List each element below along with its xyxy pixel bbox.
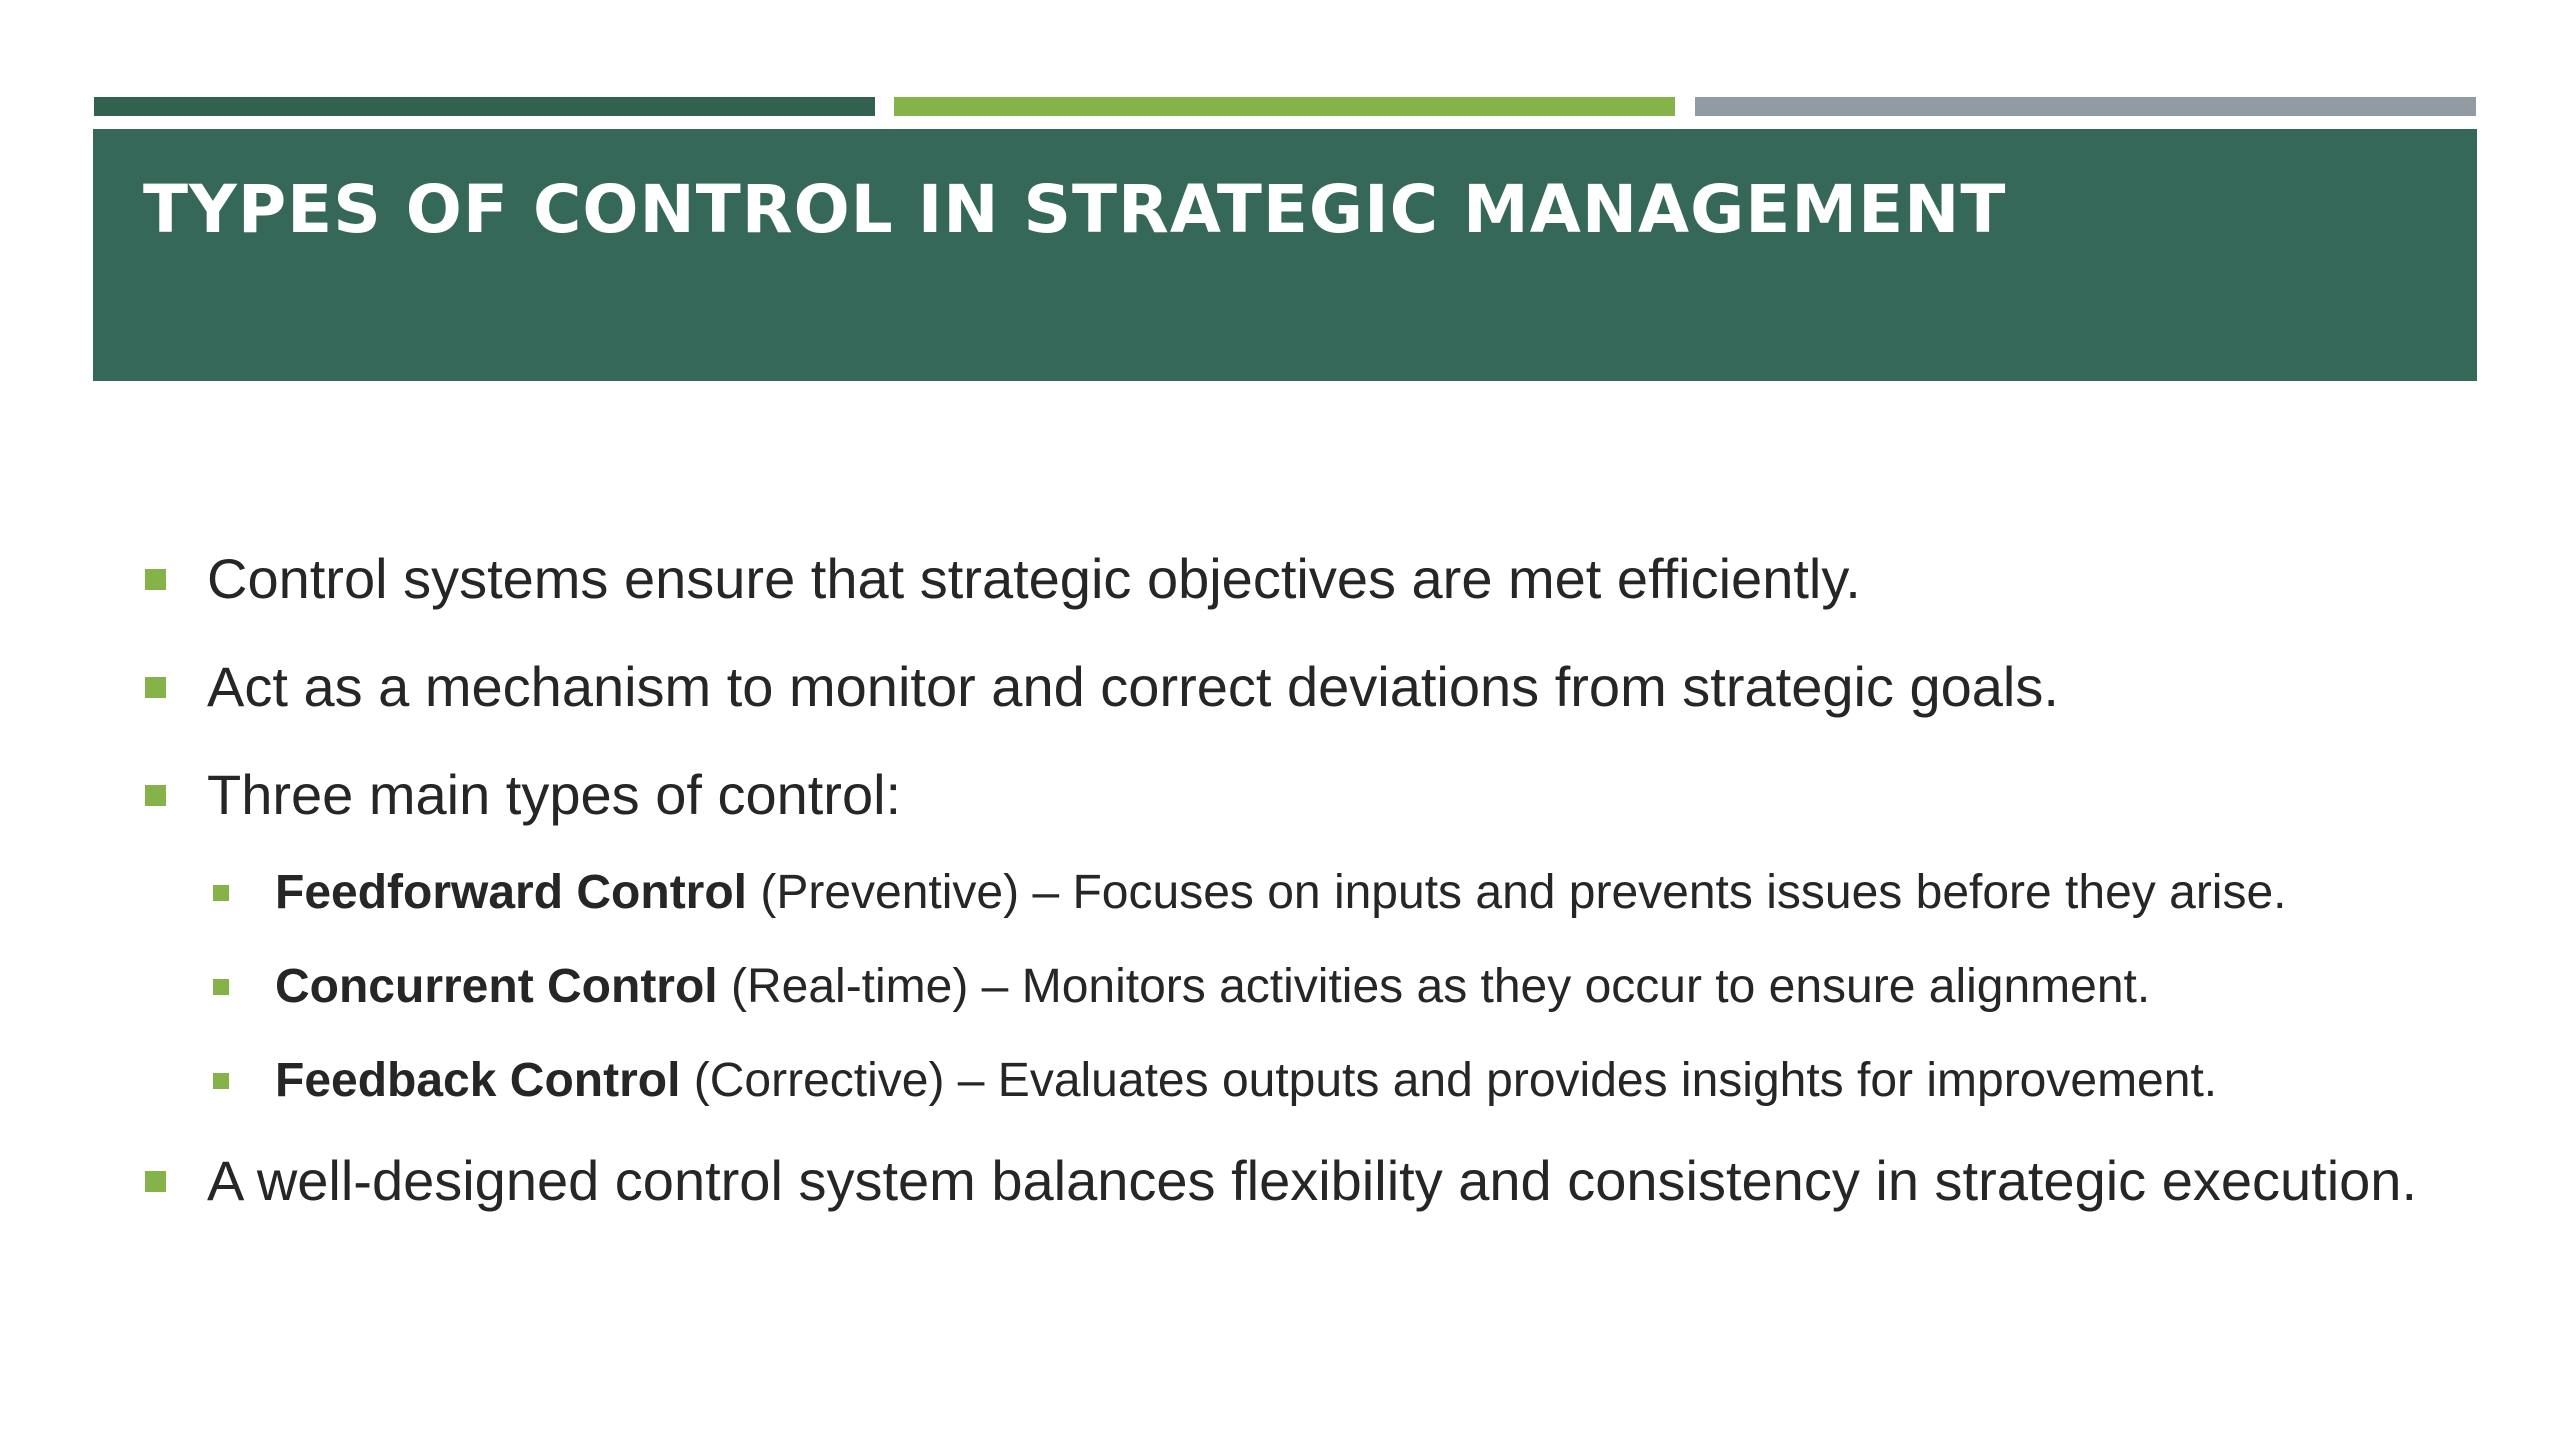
control-type-term: Feedback Control: [275, 1054, 681, 1107]
control-type-qualifier: (Preventive): [760, 866, 1020, 919]
bullet-item: [143, 648, 2443, 726]
bullet-text: Control systems ensure that strategic objectives are met efficiently.: [207, 547, 1861, 610]
sub-bullet-list: [143, 858, 2443, 1116]
square-bullet-icon: [213, 979, 229, 995]
bullet-item: [143, 1142, 2437, 1220]
control-type-description: – Evaluates outputs and provides insights for improvement.: [944, 1054, 2218, 1107]
sub-bullet-item: [213, 952, 2443, 1022]
accent-bar-gray: [1695, 97, 2476, 116]
slide-title: TYPES OF CONTROL IN STRATEGIC MANAGEMENT: [143, 171, 2007, 248]
square-bullet-icon: [145, 677, 166, 698]
control-type-term: Feedforward Control: [275, 866, 748, 919]
square-bullet-icon: [145, 1171, 166, 1192]
control-type-description: – Focuses on inputs and prevents issues before they arise.: [1019, 866, 2287, 919]
sub-bullet-item: [213, 858, 2443, 928]
title-banner: [93, 129, 2477, 381]
bullet-text: A well-designed control system balances flexibility and consistency in strategic execution.: [207, 1149, 2418, 1212]
square-bullet-icon: [145, 569, 166, 590]
bullet-text: Three main types of control:: [207, 763, 902, 826]
control-type-description: – Monitors activities as they occur to ensure alignment.: [968, 960, 2151, 1013]
square-bullet-icon: [213, 1073, 229, 1089]
control-type-qualifier: (Corrective): [693, 1054, 945, 1107]
square-bullet-icon: [145, 785, 166, 806]
control-type-qualifier: (Real-time): [730, 960, 969, 1013]
bullet-text: Act as a mechanism to monitor and correct deviations from strategic goals.: [207, 655, 2059, 718]
bullet-item: [143, 756, 2443, 834]
sub-bullet-item: [213, 1046, 2443, 1116]
accent-bar-dark-green: [94, 97, 875, 116]
bullet-item: [143, 540, 2443, 618]
bullet-list: [143, 540, 2443, 1250]
control-type-term: Concurrent Control: [275, 960, 718, 1013]
accent-bar-light-green: [894, 97, 1675, 116]
square-bullet-icon: [213, 885, 229, 901]
